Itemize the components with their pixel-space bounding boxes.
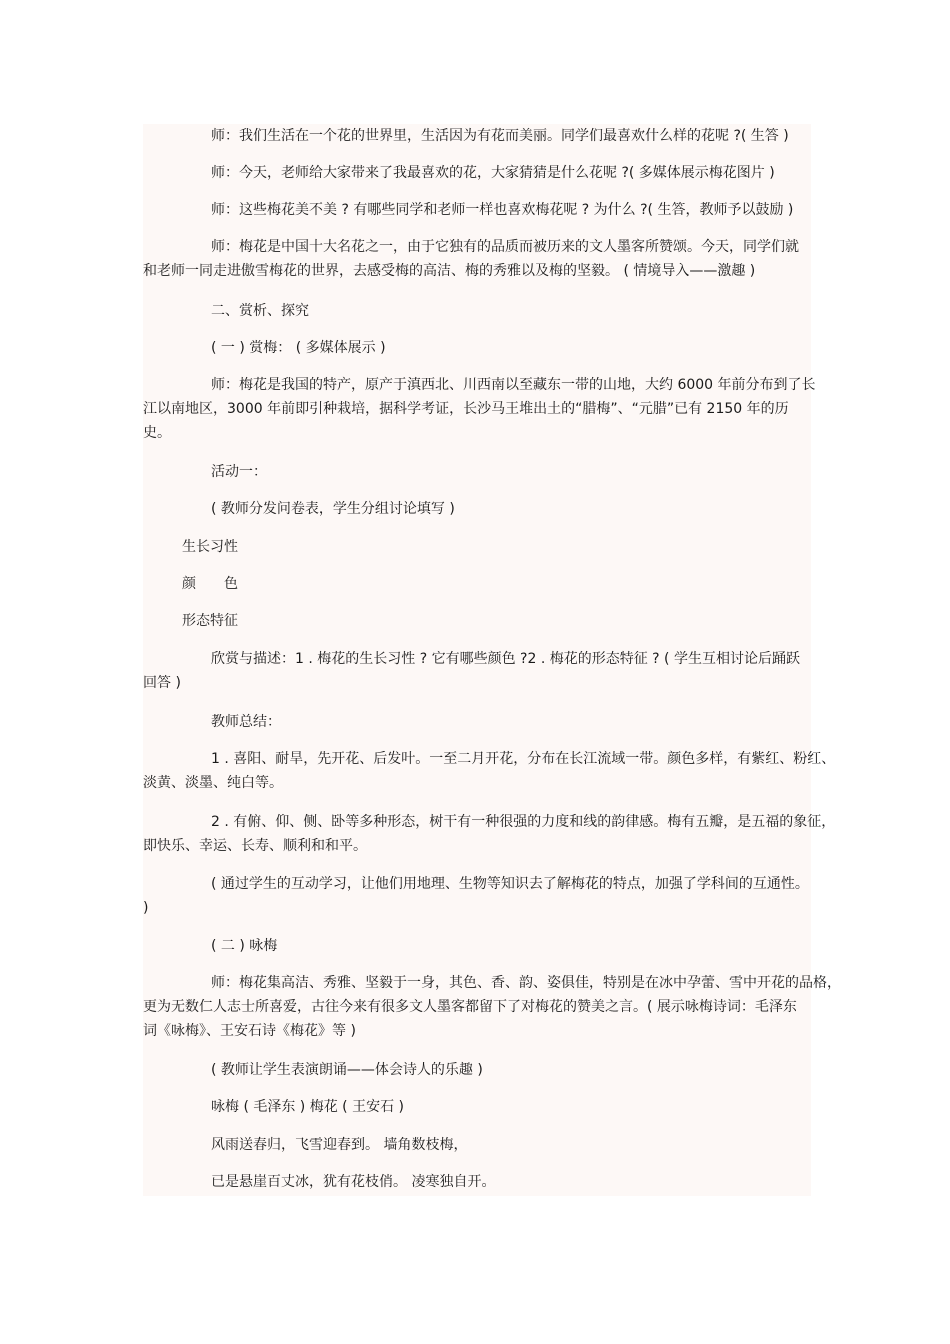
paragraph-line: 师：梅花是中国十大名花之一，由于它独有的品质而被历来的文人墨客所赞颂。今天，同学们就 bbox=[211, 239, 799, 255]
survey-item-form: 形态特征 bbox=[182, 613, 238, 629]
document-page bbox=[143, 124, 841, 1196]
survey-item-color-part: 颜 bbox=[182, 576, 196, 592]
subsection-heading: ( 一 ) 赏梅： ( 多媒体展示 ) bbox=[211, 340, 386, 356]
activity-instruction: ( 教师分发问卷表，学生分组讨论填写 ) bbox=[211, 501, 455, 517]
paragraph-line: 史。 bbox=[143, 425, 171, 441]
paragraph-intro-4 bbox=[143, 235, 811, 283]
paragraph-intro-2: 师：今天，老师给大家带来了我最喜欢的花，大家猜猜是什么花呢 ?( 多媒体展示梅花图片 ) bbox=[211, 165, 775, 181]
summary-point-1 bbox=[143, 747, 836, 795]
paragraph-intro-3: 师：这些梅花美不美 ? 有哪些同学和老师一样也喜欢梅花呢 ? 为什么 ?( 生答，教师予以鼓励 ) bbox=[211, 202, 794, 218]
paragraph-appreciation bbox=[143, 647, 811, 695]
paragraph-line: 更为无数仁人志士所喜爱，古往今来有很多文人墨客都留下了对梅花的赞美之言。( 展示咏梅诗词：毛泽东 bbox=[143, 999, 797, 1015]
paragraph-line: 词《咏梅》、王安石诗《梅花》等 ) bbox=[143, 1023, 356, 1039]
paragraph-line: 1 . 喜阳、耐旱，先开花、后发叶。一至二月开花，分布在长江流域一带。颜色多样，有紫红、粉红、 bbox=[211, 751, 836, 767]
paragraph-line: 2 . 有俯、仰、侧、卧等多种形态，树干有一种很强的力度和线的韵律感。梅有五瓣，是五福的象征， bbox=[211, 814, 836, 830]
paragraph-line: 淡黄、淡墨、纯白等。 bbox=[143, 775, 283, 791]
paragraph-line: ( 通过学生的互动学习，让他们用地理、生物等知识去了解梅花的特点，加强了学科间的互通性。 bbox=[211, 876, 809, 892]
paragraph-interaction-note bbox=[143, 872, 811, 920]
paragraph-line: 和老师一同走进傲雪梅花的世界，去感受梅的高洁、梅的秀雅以及梅的坚毅。 ( 情境导入——激趣 ) bbox=[143, 263, 756, 279]
survey-item-color bbox=[143, 572, 811, 596]
paragraph-line: 师：梅花集高洁、秀雅、坚毅于一身，其色、香、韵、姿俱佳，特别是在冰中孕蕾、雪中开花的品格， bbox=[211, 975, 841, 991]
paragraph-line: 江以南地区，3000 年前即引种栽培，据科学考证，长沙马王堆出土的“腊梅”、“元腊”已有 2150 年的历 bbox=[143, 401, 789, 417]
activity-heading: 活动一： bbox=[211, 464, 267, 480]
teacher-summary-heading: 教师总结： bbox=[211, 714, 281, 730]
summary-point-2 bbox=[143, 810, 836, 858]
paragraph-intro-1: 师：我们生活在一个花的世界里，生活因为有花而美丽。同学们最喜欢什么样的花呢 ?( 生答 ) bbox=[211, 128, 789, 144]
section-heading: 二、赏析、探究 bbox=[211, 303, 309, 319]
paragraph-line: 欣赏与描述：1 . 梅花的生长习性 ? 它有哪些颜色 ?2 . 梅花的形态特征 ? ( 学生互相讨论后踊跃 bbox=[211, 651, 800, 667]
recitation-instruction: ( 教师让学生表演朗诵——体会诗人的乐趣 ) bbox=[211, 1062, 483, 1078]
poem-line-1: 风雨送春归，飞雪迎春到。 墙角数枝梅， bbox=[211, 1137, 468, 1153]
survey-item-growth: 生长习性 bbox=[182, 539, 238, 555]
paragraph-line: ) bbox=[143, 900, 149, 916]
paragraph-plum-origin bbox=[143, 373, 816, 445]
paragraph-ode-to-plum bbox=[143, 971, 841, 1043]
subsection-heading: ( 二 ) 咏梅 bbox=[211, 938, 278, 954]
poem-titles: 咏梅 ( 毛泽东 ) 梅花 ( 王安石 ) bbox=[211, 1099, 404, 1115]
paragraph-line: 即快乐、幸运、长寿、顺利和和平。 bbox=[143, 838, 367, 854]
survey-item-color-part: 色 bbox=[224, 576, 238, 592]
paragraph-line: 师：梅花是我国的特产，原产于滇西北、川西南以至藏东一带的山地，大约 6000 年前分布到了长 bbox=[211, 377, 816, 393]
paragraph-line: 回答 ) bbox=[143, 675, 181, 691]
poem-line-2: 已是悬崖百丈冰，犹有花枝俏。 凌寒独自开。 bbox=[211, 1174, 496, 1190]
